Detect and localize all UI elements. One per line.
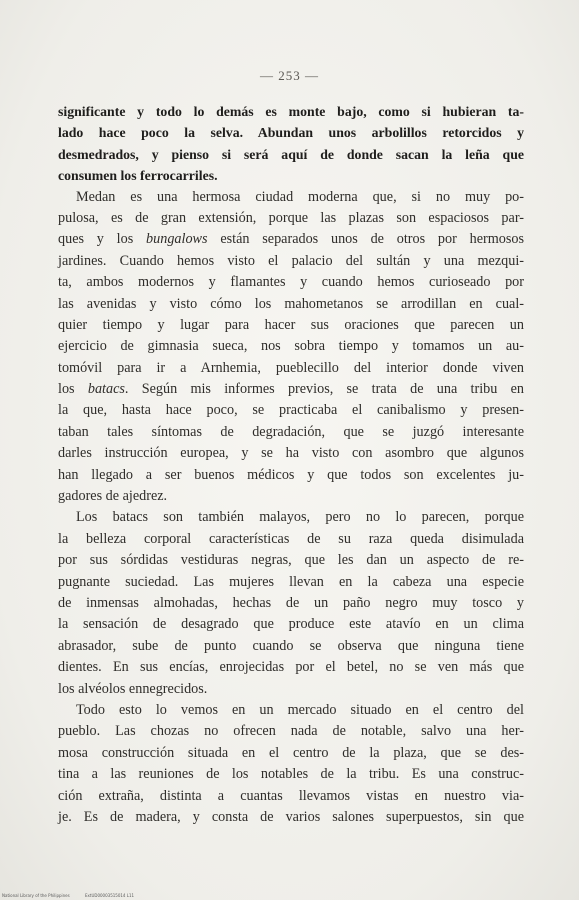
- text-line: desmedrados, y pienso si será aquí de donde sacan la leña que: [58, 146, 524, 162]
- text-line: gadores de ajedrez.: [58, 488, 168, 505]
- text-line: por sus sórdidas vestiduras negras, que les dan un aspecto de re-: [58, 552, 524, 569]
- text-line: las avenidas y visto cómo los mahometanos se arrodillan en cual-: [58, 295, 524, 312]
- text-line: pugnante suciedad. Las mujeres llevan en la cabeza una especie: [58, 573, 524, 590]
- text-line: los batacs. Según mis informes previos, se trata de una tribu en: [58, 381, 525, 398]
- text-line: ción extraña, distinta a cuantas llevamos vistas en nuestro via-: [58, 787, 524, 804]
- text-line: la belleza corporal características de su raza queda disimulada: [58, 530, 524, 547]
- text-line: mosa construcción situada en el centro de la plaza, que se des-: [58, 744, 524, 761]
- text-line: Medan es una hermosa ciudad moderna que, si no muy po-: [76, 188, 524, 205]
- text-line: darles instrucción europea, y se ha visto con asombro que algunos: [58, 445, 524, 462]
- text-line: Los batacs son también malayos, pero no lo parecen, porque: [76, 509, 524, 526]
- text-line: ques y los bungalows están separados unos de otros por hermosos: [58, 231, 525, 248]
- paragraph-3: [58, 507, 524, 700]
- scan-footer: [2, 893, 134, 898]
- paragraph-1: [58, 101, 524, 187]
- text-line: ta, ambos modernos y flamantes y cuando hemos curioseado por: [58, 274, 524, 291]
- text-line: taban tales síntomas de degradación, que se juzgó interesante: [58, 423, 524, 440]
- paragraph-4: [58, 700, 524, 828]
- text-line: los alvéolos ennegrecidos.: [58, 680, 208, 697]
- text-line: consumen los ferrocarriles.: [58, 168, 218, 184]
- text-line: ejercicio de gimnasia sueca, nos sobra tiempo y tomamos un au-: [58, 338, 524, 355]
- footer-code: ExtUD00003515014 L11: [85, 893, 135, 898]
- text-line: jardines. Cuando hemos visto el palacio del sultán y una mezqui-: [58, 252, 524, 269]
- footer-library: National Library of the Philippines: [2, 893, 70, 898]
- text-line: de inmensas almohadas, hechas de un paño negro muy tosco y: [58, 594, 524, 611]
- text-line: tomóvil para ir a Arnhemia, pueblecillo del interior donde viven: [58, 359, 524, 376]
- text-line: la sensación de desagrado que produce este atavío en un clima: [58, 616, 524, 633]
- text-line: significante y todo lo demás es monte bajo, como si hubieran ta-: [58, 104, 524, 119]
- text-line: la que, hasta hace poco, se practicaba el canibalismo y presen-: [58, 402, 524, 419]
- text-line: pueblo. Las chozas no ofrecen nada de notable, salvo una her-: [58, 723, 524, 740]
- text-line: Todo esto lo vemos en un mercado situado en el centro del: [76, 701, 524, 718]
- text-line: dientes. En sus encías, enrojecidas por el betel, no se ven más que: [58, 659, 524, 676]
- paragraph-2: [58, 187, 524, 508]
- text-line: je. Es de madera, y consta de varios salones superpuestos, sin que: [58, 808, 524, 825]
- text-line: han llegado a ser buenos médicos y que todos son excelentes ju-: [58, 466, 524, 483]
- text-line: pulosa, es de gran extensión, porque las plazas son espaciosos par-: [58, 209, 524, 226]
- body-text: [58, 101, 524, 828]
- page-number: — 253 —: [260, 68, 319, 83]
- text-line: tina a las reuniones de los notables de la tribu. Es una construc-: [58, 766, 524, 783]
- text-line: lado hace poco la selva. Abundan unos arbolillos retorcidos y: [58, 125, 524, 141]
- text-line: abrasador, sube de punto cuando se observa que ninguna tiene: [58, 637, 524, 654]
- text-line: quier tiempo y lugar para hacer sus oraciones que parecen un: [58, 316, 524, 333]
